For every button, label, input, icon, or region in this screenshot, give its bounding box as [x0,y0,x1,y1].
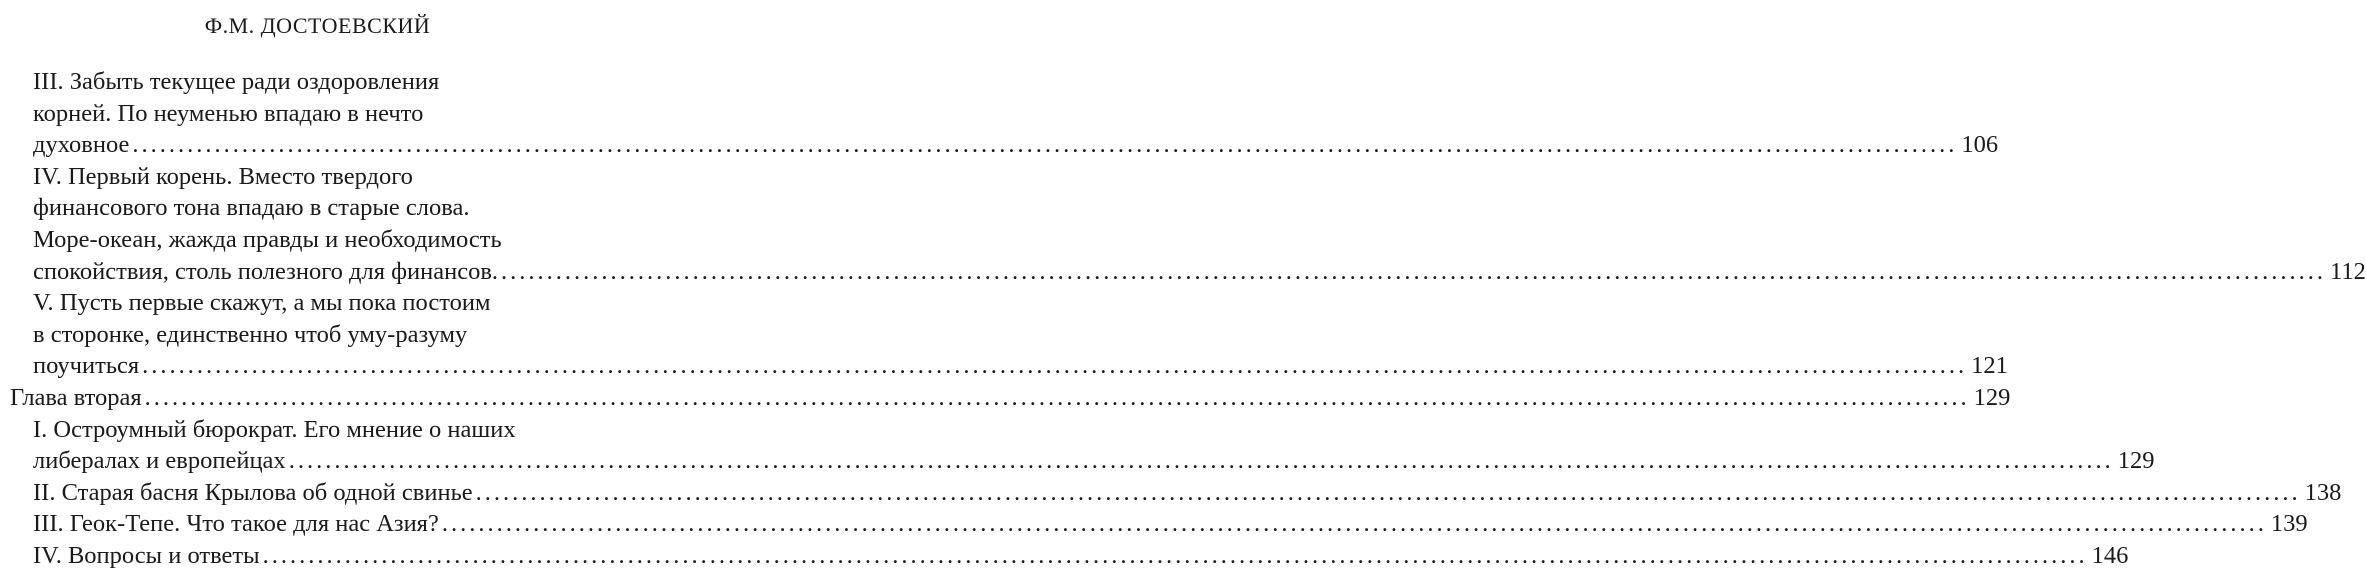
toc-entry-line [33,192,623,224]
toc-page-number: 121 [1971,352,2008,380]
toc-entry-line [33,540,2129,572]
toc-entry-text: в сторонке, единственно чтоб уму-разуму [33,320,468,348]
toc-entry-line [33,319,623,351]
toc-entry-line [33,477,2342,509]
toc-entry-text: финансового тона впадаю в старые слова. [33,194,470,222]
table-of-contents [0,66,2366,572]
toc-entry-text: IV. Вопросы и ответы [33,541,260,569]
toc-entry-line [33,224,623,256]
dot-leader: ........................................................................................................................................................................................................ [501,257,2327,285]
dot-leader: ........................................................................................................................................................................................................ [144,383,1970,411]
toc-entry-line [33,508,2308,540]
toc-entry-text: Море-океан, жажда правды и необходимость [33,225,502,253]
toc-entry-text: спокойствия, столь полезного для финансов. [33,257,499,285]
toc-page-number: 106 [1961,131,1999,159]
toc-chapter-entry [10,382,2011,414]
toc-page-number: 146 [2091,541,2129,569]
toc-entry-text: IV. Первый корень. Вместо твердого [33,162,413,190]
toc-entry-text: II. Старая басня Крылова об одной свинье [33,478,473,506]
toc-entry-line [33,256,2366,288]
toc-entry-text: духовное [33,131,130,159]
dot-leader: ........................................................................................................................................................................................................ [288,447,2114,475]
toc-entry-line [33,129,1999,161]
toc-entry-line [10,382,2011,414]
toc-entry-line [33,350,2008,382]
toc-page-number: 129 [2117,447,2155,475]
toc-entry [33,477,2342,509]
toc-entry-text: III. Геок-Тепе. Что такое для нас Азия? [33,510,439,538]
dot-leader: ........................................................................................................................................................................................................ [262,541,2088,569]
toc-entry-text: V. Пусть первые скажут, а мы пока постоим [33,289,491,317]
toc-entry [33,66,1999,161]
toc-entry-text: корней. По неуменью впадаю в нечто [33,99,424,127]
toc-entry-text: поучиться [33,352,140,380]
toc-entry-line [33,414,623,446]
toc-entry-line [33,287,623,319]
toc-entry [33,287,2008,382]
toc-entry-line [33,161,623,193]
running-header: Ф.М. ДОСТОЕВСКИЙ [204,13,431,38]
dot-leader: ........................................................................................................................................................................................................ [132,131,1958,159]
toc-entry-text: III. Забыть текущее ради оздоровления [33,68,440,95]
toc-page-number: 112 [2330,257,2366,285]
toc-entry-line [33,66,623,98]
dot-leader: ........................................................................................................................................................................................................ [142,352,1968,380]
toc-page-number: 139 [2270,510,2308,538]
toc-entry [33,540,2129,572]
toc-entry [33,414,2155,477]
dot-leader: ........................................................................................................................................................................................................ [475,478,2301,506]
toc-entry-text: Глава вторая [10,383,142,411]
toc-entry-text: либералах и европейцах [33,447,286,475]
toc-page-number: 129 [1973,383,2011,411]
dot-leader: ........................................................................................................................................................................................................ [441,510,2267,538]
toc-entry [33,161,2366,287]
toc-entry-line [33,445,2155,477]
toc-page-number: 138 [2304,478,2342,506]
toc-entry-text: I. Остроумный бюрократ. Его мнение о наших [33,415,516,443]
toc-entry-line [33,98,623,130]
toc-entry [33,508,2308,540]
